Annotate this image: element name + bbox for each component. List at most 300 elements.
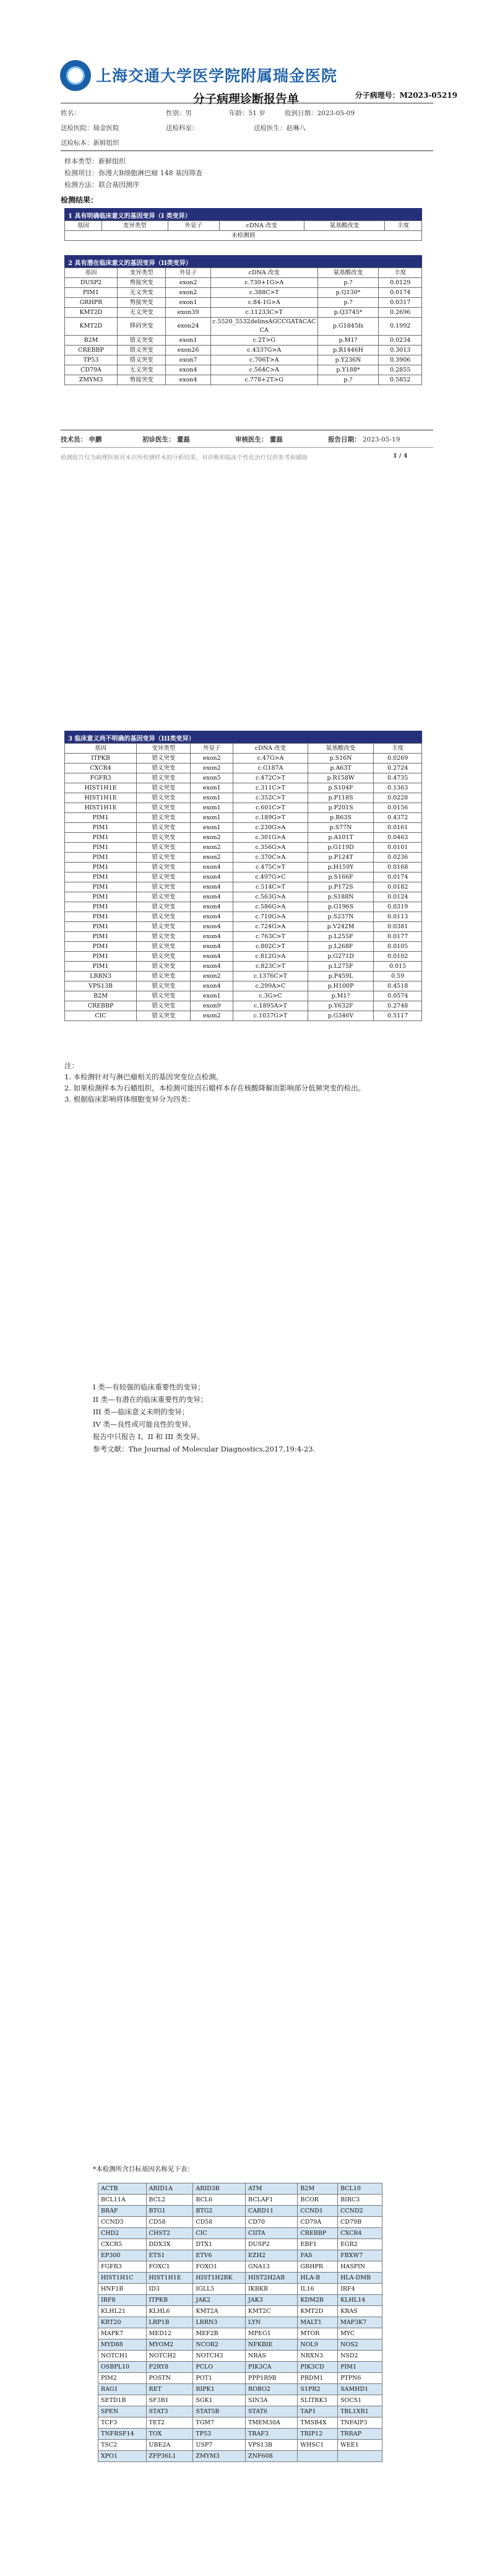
table-cell: c.778+2T>G	[210, 375, 317, 385]
gene-row	[98, 2261, 382, 2273]
table-row	[65, 892, 422, 902]
gene-cell: TET2	[146, 2417, 193, 2429]
table-row	[65, 853, 422, 863]
table-cell: 错义突变	[137, 902, 191, 912]
table-cell: c.475C>T	[233, 863, 308, 872]
table-cell: p.Y236N	[317, 355, 379, 365]
gene-cell: NFKBIE	[246, 2339, 298, 2351]
received-date-field: 收到日期：2023-05-09	[285, 110, 355, 117]
gene-row	[98, 2317, 382, 2328]
gene-cell: EZH2	[246, 2250, 298, 2261]
table-cell: c.730+1G>A	[210, 278, 317, 288]
table-row	[65, 298, 422, 308]
table-cell: exon2	[191, 1011, 233, 1021]
gene-cell: HIST2H2AB	[246, 2273, 298, 2284]
table-cell: 错义突变	[137, 853, 191, 863]
table-cell: 0.015	[374, 962, 422, 972]
table-header-cell: 外显子	[191, 744, 233, 754]
table-cell: 0.0113	[374, 912, 422, 922]
table-cell: 错义突变	[137, 823, 191, 833]
table-cell: c.564C>A	[210, 365, 317, 375]
table-row	[65, 346, 422, 355]
gene-cell: MYD88	[98, 2339, 147, 2351]
gene-cell: IGLL5	[193, 2284, 246, 2295]
gene-cell: PIM1	[338, 2362, 382, 2373]
table-cell: 错义突变	[137, 981, 191, 991]
table-cell: 0.59	[374, 972, 422, 981]
table-cell: 错义突变	[137, 942, 191, 952]
gene-cell: TNFAIP3	[338, 2417, 382, 2429]
table-cell: 0.2696	[379, 308, 422, 318]
report-number: 分子病理号：M2023-05219	[355, 91, 457, 100]
gene-cell: FOXC1	[146, 2261, 193, 2273]
gene-cell: LRRN3	[193, 2317, 246, 2328]
table-cell: p.H159Y	[308, 863, 374, 872]
note-item: 2. 如果检测样本为石蜡组织，本检测可能因石蜡样本存在核酸降解而影响部分低频突变的检出。	[64, 1084, 366, 1092]
gene-cell: DTX1	[193, 2239, 246, 2250]
gene-cell: IL16	[298, 2284, 338, 2295]
table-cell: 0.0161	[374, 823, 422, 833]
table-cell: PIM1	[65, 962, 137, 972]
table-cell: ITPKB	[65, 754, 137, 764]
gene-row	[98, 2417, 382, 2429]
gene-cell: TP53	[193, 2429, 246, 2440]
hospital-logo-icon	[60, 60, 91, 91]
table-cell: p.Q130*	[317, 288, 379, 298]
table-cell: c.706T>A	[210, 355, 317, 365]
table-row	[65, 365, 422, 375]
note-item: 3. 根据临床影响将体细胞变异分为四类：	[64, 1095, 195, 1103]
table-cell: 错义突变	[137, 991, 191, 1001]
table-cell: p.S237N	[308, 912, 374, 922]
gene-cell: ARID1A	[146, 2183, 193, 2195]
table-row	[65, 882, 422, 892]
section3-title-bar: 3 临床意义尚不明确的基因变异（III类变异）	[64, 731, 422, 745]
specimen-field: 送检标本：新鲜组织	[61, 139, 119, 147]
table-cell: c.230G>A	[233, 823, 308, 833]
table-cell: p.S16N	[308, 754, 374, 764]
table-cell: exon4	[166, 375, 211, 385]
table-cell: 错义突变	[117, 336, 165, 346]
table-cell: c.388C>T	[210, 288, 317, 298]
gene-cell: HIST1H1C	[98, 2273, 147, 2284]
table-cell: c.514C>T	[233, 882, 308, 892]
table-cell: c.1376C>T	[233, 972, 308, 981]
table-cell: GRHPR	[65, 298, 118, 308]
table-cell: 错义突变	[137, 783, 191, 793]
gene-cell: CCND1	[298, 2206, 338, 2217]
table-cell: HIST1H1E	[65, 783, 137, 793]
table-cell: CREBBP	[65, 1001, 137, 1011]
table-cell: 0.0168	[374, 863, 422, 872]
gene-row	[98, 2384, 382, 2395]
gene-row	[98, 2284, 382, 2295]
gene-cell: TRIP12	[298, 2429, 338, 2440]
gene-cell: TAP1	[298, 2406, 338, 2417]
gene-cell: KDM2B	[298, 2295, 338, 2306]
gene-cell: HIST1H1E	[146, 2273, 193, 2284]
table-cell: 错义突变	[137, 892, 191, 902]
table-cell: p.R63S	[308, 813, 374, 823]
gene-row	[98, 2406, 382, 2417]
gene-cell: FBXW7	[338, 2250, 382, 2261]
gene-row	[98, 2362, 382, 2373]
gene-cell: PIM2	[98, 2373, 147, 2384]
table-cell: 0.2724	[374, 764, 422, 773]
test-method-row: 检测方法：联合基因测序	[64, 181, 139, 189]
doctor-field: 送检医生：赵琳八	[254, 124, 306, 132]
table-cell: c.4337G>A	[210, 346, 317, 355]
gene-cell: LYN	[246, 2317, 298, 2328]
table-row	[65, 912, 422, 922]
gene-cell: CARD11	[246, 2206, 298, 2217]
table-cell: 剪接突变	[117, 375, 165, 385]
table-cell: PIM1	[65, 288, 118, 298]
table-cell: 错义突变	[137, 773, 191, 783]
table-cell: B2M	[65, 336, 118, 346]
table-cell: 0.0463	[374, 833, 422, 843]
gene-cell: POSTN	[146, 2373, 193, 2384]
department-field: 送检科室：	[166, 124, 199, 132]
gene-row	[98, 2217, 382, 2228]
gene-cell: PCLO	[193, 2362, 246, 2373]
classification-block	[93, 1381, 415, 1455]
gene-cell: TGM7	[193, 2417, 246, 2429]
table-cell: KMT2D	[65, 318, 118, 336]
gene-cell: JAK2	[193, 2295, 246, 2306]
table-cell: exon2	[191, 972, 233, 981]
gene-cell: LRP1B	[146, 2317, 193, 2328]
table-cell: 0.0574	[374, 991, 422, 1001]
table-cell: CD79A	[65, 365, 118, 375]
gene-row	[98, 2395, 382, 2406]
table-row	[65, 932, 422, 942]
table-row	[65, 288, 422, 298]
table-row	[65, 813, 422, 823]
gene-cell: BTG2	[193, 2206, 246, 2217]
table-header-cell: 丰度	[385, 221, 422, 231]
gene-cell: MALT1	[298, 2317, 338, 2328]
table-cell: PIM1	[65, 823, 137, 833]
gene-cell: ATM	[246, 2183, 298, 2195]
gene-cell: PIK3CD	[298, 2362, 338, 2373]
table-cell: exon4	[191, 952, 233, 962]
table-header-cell: cDNA 改变	[219, 221, 304, 231]
table-cell: 0.0174	[374, 872, 422, 882]
gene-cell: SLITRK3	[298, 2395, 338, 2406]
table-cell: 错义突变	[137, 932, 191, 942]
footer-disclaimer: 检测报告仅为病理医师对本次所检测样本的分析结果，对诊断和临床个性化治疗仅供参考和辅助	[61, 455, 308, 461]
table-cell: 错义突变	[137, 863, 191, 872]
table-cell: 0.1992	[379, 318, 422, 336]
table-header-cell: 基因	[65, 744, 137, 754]
table-cell: exon4	[191, 962, 233, 972]
table-cell: 0.0129	[379, 278, 422, 288]
gene-cell: CIC	[193, 2228, 246, 2239]
table-cell: 错义突变	[137, 952, 191, 962]
gene-cell: NOL9	[298, 2339, 338, 2351]
technician-field: 技术员： 申鹏	[61, 436, 102, 443]
gene-cell: NCOR2	[193, 2339, 246, 2351]
table-cell: p.A63T	[308, 764, 374, 773]
gene-cell: DDX3X	[146, 2239, 193, 2250]
table-cell: 错义突变	[137, 1001, 191, 1011]
table-header-cell: 变异类型	[137, 744, 191, 754]
gene-cell: WHSC1	[298, 2440, 338, 2451]
table-cell: 错义突变	[137, 833, 191, 843]
table-cell: exon1	[191, 813, 233, 823]
gene-cell: HASPIN	[338, 2261, 382, 2273]
table-cell: p.L275F	[308, 962, 374, 972]
table-cell: CREBBP	[65, 346, 118, 355]
gene-cell: EBF1	[298, 2239, 338, 2250]
table-cell: 错义突变	[137, 793, 191, 803]
table-row	[65, 972, 422, 981]
table-cell: exon4	[191, 872, 233, 882]
gene-cell: BCOR	[298, 2195, 338, 2206]
table-cell: exon5	[191, 773, 233, 783]
table-cell: PIM1	[65, 932, 137, 942]
gene-cell: IRF4	[338, 2284, 382, 2295]
table-row	[65, 764, 422, 773]
table-cell: 错义突变	[137, 1011, 191, 1021]
gene-cell: SF3B1	[146, 2395, 193, 2406]
table-cell: TP53	[65, 355, 118, 365]
table-row	[65, 843, 422, 853]
table-cell: exon1	[191, 803, 233, 813]
table-row	[65, 872, 422, 882]
table-cell: PIM1	[65, 853, 137, 863]
table-cell: 无义突变	[117, 365, 165, 375]
patient-age-field: 年龄：51 岁	[229, 110, 265, 117]
table-cell: c.G187A	[233, 764, 308, 773]
gene-cell: IRF8	[98, 2295, 147, 2306]
table-cell: exon4	[191, 932, 233, 942]
gene-cell: CD79A	[298, 2217, 338, 2228]
table-cell: 错义突变	[137, 872, 191, 882]
table-cell: 0.4372	[374, 813, 422, 823]
table-cell: 错义突变	[117, 346, 165, 355]
table-cell: c.1895A>T	[233, 1001, 308, 1011]
gene-cell: STAT6	[246, 2406, 298, 2417]
gene-cell: DUSP2	[246, 2239, 298, 2250]
table-row	[65, 1011, 422, 1021]
table-cell: p.R1446H	[317, 346, 379, 355]
table-cell: 错义突变	[137, 764, 191, 773]
table-cell: p.Y188*	[317, 365, 379, 375]
gene-row	[98, 2451, 382, 2462]
patient-sex-field: 性别：男	[166, 110, 192, 117]
table-cell: exon1	[166, 336, 211, 346]
gene-cell: HLA-B	[298, 2273, 338, 2284]
table-cell: PIM1	[65, 892, 137, 902]
gene-cell: KMT2C	[246, 2306, 298, 2317]
table-cell: c.301G>A	[233, 833, 308, 843]
gene-row	[98, 2183, 382, 2195]
table-cell: exon4	[191, 981, 233, 991]
gene-cell	[298, 2451, 338, 2462]
table-cell: p.S77N	[308, 823, 374, 833]
gene-cell: NOTCH2	[146, 2351, 193, 2362]
gene-cell: NOTCH1	[98, 2351, 147, 2362]
table-cell: 0.0317	[379, 298, 422, 308]
gene-cell: SIN3A	[246, 2395, 298, 2406]
gene-row	[98, 2328, 382, 2339]
hospital-name: 上海交通大学医学院附属瑞金医院	[96, 67, 338, 85]
gene-cell: MAP3K7	[338, 2317, 382, 2328]
gene-cell: CD58	[146, 2217, 193, 2228]
table-cell: 0.3906	[379, 355, 422, 365]
table-row	[65, 952, 422, 962]
table-cell: 0.0236	[374, 853, 422, 863]
table-cell: p.M1?	[308, 991, 374, 1001]
results-heading: 检测结果：	[61, 196, 98, 204]
gene-cell: CCND2	[338, 2206, 382, 2217]
table-header-cell: 基因	[65, 268, 118, 278]
table-cell: c.710G>A	[233, 912, 308, 922]
table-cell: p.G196S	[308, 902, 374, 912]
class-item: 参考文献：The Journal of Molecular Diagnostics,2017,19:4-23.	[93, 1445, 316, 1453]
gene-cell: KRAS	[338, 2306, 382, 2317]
table-cell: c.472C>T	[233, 773, 308, 783]
table-cell: exon4	[166, 365, 211, 375]
table-cell: p.L268F	[308, 942, 374, 952]
gene-cell: KMT2D	[298, 2306, 338, 2317]
table-cell: p.G1845fs	[317, 318, 379, 336]
table-cell: PIM1	[65, 882, 137, 892]
table-cell: HIST1H1E	[65, 803, 137, 813]
table-cell: 无义突变	[117, 288, 165, 298]
gene-cell: CREBBP	[298, 2228, 338, 2239]
table-cell: HIST1H1E	[65, 793, 137, 803]
gene-cell: CHST2	[146, 2228, 193, 2239]
gene-cell: MYC	[338, 2328, 382, 2339]
table-row	[65, 355, 422, 365]
table-cell: 0.0124	[374, 892, 422, 902]
page-number: 1 / 4	[393, 453, 408, 459]
gene-cell: GRHPR	[298, 2261, 338, 2273]
gene-cell: PRDM1	[298, 2373, 338, 2384]
table-cell: FGFR3	[65, 773, 137, 783]
table-cell: p.P172S	[308, 882, 374, 892]
table-cell: 错义突变	[137, 813, 191, 823]
table-row	[65, 863, 422, 872]
table-cell: p.A101T	[308, 833, 374, 843]
gene-cell: SAMHD1	[338, 2384, 382, 2395]
table-row	[65, 942, 422, 952]
gene-cell: PIK3CA	[246, 2362, 298, 2373]
gene-cell: NRXN3	[298, 2351, 338, 2362]
table-cell: 0.0228	[374, 793, 422, 803]
notes-label: 注：	[64, 1061, 79, 1070]
table-cell: c.47G>A	[233, 754, 308, 764]
gene-row	[98, 2195, 382, 2206]
table-cell: 0.0319	[374, 902, 422, 912]
table-cell: 错义突变	[117, 355, 165, 365]
table-header-cell: 外显子	[168, 221, 219, 231]
table-cell: 0.5117	[374, 1011, 422, 1021]
gene-cell: CXCR5	[98, 2239, 147, 2250]
gene-cell: FOXO1	[193, 2261, 246, 2273]
gene-cell: BTG1	[146, 2206, 193, 2217]
gene-cell: KLHL21	[98, 2306, 147, 2317]
gene-cell: SETD1B	[98, 2395, 147, 2406]
gene-cell: BCL2	[146, 2195, 193, 2206]
table-header-cell: 丰度	[374, 744, 422, 754]
table-cell: exon1	[191, 783, 233, 793]
table-cell: 0.0156	[374, 803, 422, 813]
section1-table	[64, 220, 422, 241]
table-row	[65, 833, 422, 843]
gene-cell: ETV6	[193, 2250, 246, 2261]
gene-row	[98, 2373, 382, 2384]
first-doctor-field: 初诊医生： 董磊	[142, 436, 190, 443]
gene-cell: ITPKB	[146, 2295, 193, 2306]
table-cell: B2M	[65, 991, 137, 1001]
table-cell: 0.4518	[374, 981, 422, 991]
table-cell: p.P459L	[308, 972, 374, 981]
table-cell: exon4	[191, 882, 233, 892]
table-cell: 剪接突变	[117, 278, 165, 288]
table-row	[65, 793, 422, 803]
gene-cell: ACTB	[98, 2183, 147, 2195]
gene-cell: TOX	[146, 2429, 193, 2440]
table-cell: p.Y632F	[308, 1001, 374, 1011]
gene-cell: IKBKB	[246, 2284, 298, 2295]
gene-cell: ETS1	[146, 2250, 193, 2261]
table-cell: exon2	[191, 833, 233, 843]
section2-title-bar: 2 具有潜在临床意义的基因变异（II类变异）	[64, 255, 422, 269]
gene-cell: ZFP36L1	[146, 2451, 193, 2462]
gene-cell: BCL6	[193, 2195, 246, 2206]
table-cell: exon4	[191, 942, 233, 952]
table-cell: c.2T>G	[210, 336, 317, 346]
hospital-field: 送检医院：瑞金医院	[61, 124, 119, 132]
gene-cell: KLHL6	[146, 2306, 193, 2317]
table-row	[65, 308, 422, 318]
gene-row	[98, 2306, 382, 2317]
table-cell: c.3G>C	[233, 991, 308, 1001]
table-header-cell: 氨基酸改变	[304, 221, 384, 231]
gene-cell: HNF1B	[98, 2284, 147, 2295]
gene-cell: MED12	[146, 2328, 193, 2339]
table-header-cell: 变异类型	[117, 268, 165, 278]
table-row	[65, 336, 422, 346]
table-cell: exon1	[166, 298, 211, 308]
table-cell: p.?	[317, 278, 379, 288]
table-cell: 移码突变	[117, 318, 165, 336]
table-cell: 错义突变	[137, 912, 191, 922]
class-item: IV 类—良性或可能良性的变异。	[93, 1420, 196, 1429]
table-row	[65, 981, 422, 991]
table-cell: p.H100P	[308, 981, 374, 991]
section3-table	[64, 743, 422, 1021]
table-cell: exon4	[191, 912, 233, 922]
table-cell: 错义突变	[137, 754, 191, 764]
gene-cell: CHD2	[98, 2228, 147, 2239]
table-cell: p.G271D	[308, 952, 374, 962]
notes-block	[64, 1060, 423, 1105]
table-cell: exon9	[191, 1001, 233, 1011]
table-cell: c.84-1G>A	[210, 298, 317, 308]
table-cell: exon1	[191, 823, 233, 833]
table-cell: exon2	[191, 764, 233, 773]
table-cell: 无义突变	[117, 308, 165, 318]
table-cell: p.?	[317, 298, 379, 308]
gene-row	[98, 2250, 382, 2261]
gene-cell: KLHL14	[338, 2295, 382, 2306]
gene-cell: S1PR2	[298, 2384, 338, 2395]
